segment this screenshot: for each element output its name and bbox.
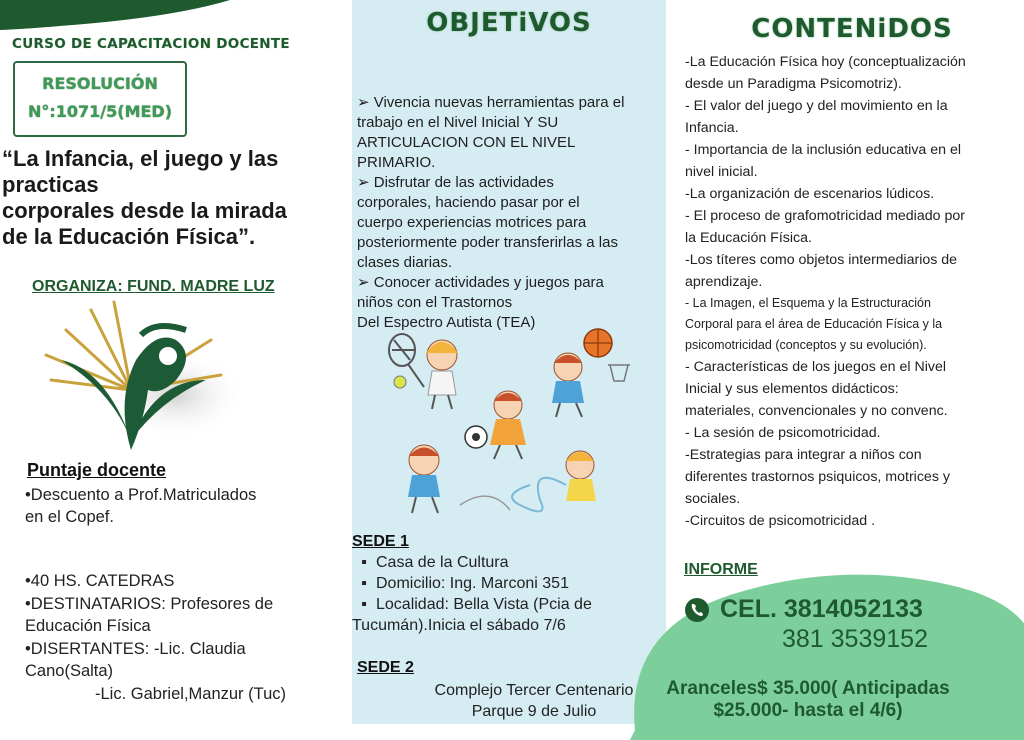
- sede2-line: Complejo Tercer Centenario: [434, 682, 634, 699]
- contenido-line: desde un Paradigma Psicomotriz).: [685, 76, 902, 92]
- objetivo-line: ➢ Vivencia nuevas herramientas para el: [357, 94, 625, 111]
- detail-line: Educación Física: [25, 617, 151, 635]
- objetivos-list: [357, 93, 673, 333]
- aranceles-price: [628, 678, 988, 722]
- quote-line: practicas: [2, 172, 99, 197]
- sede1-title: SEDE 1: [352, 533, 409, 550]
- contenido-line: - Importancia de la inclusión educativa en el: [685, 142, 962, 158]
- objetivo-line: corporales, haciendo pasar por el: [357, 194, 580, 211]
- contenido-line: - El valor del juego y del movimiento en la: [685, 98, 948, 114]
- course-details: [25, 570, 345, 705]
- contenido-line: -Estrategias para integrar a niños con: [685, 447, 922, 463]
- contenido-line: materiales, convencionales y no convenc.: [685, 403, 948, 419]
- objetivo-line: Del Espectro Autista (TEA): [357, 314, 536, 331]
- resolution-box: [13, 61, 187, 137]
- detail-line: •DISERTANTES: -Lic. Claudia: [25, 639, 246, 658]
- resolution-label: RESOLUCIÓN: [42, 74, 158, 93]
- contenido-line: - El proceso de grafomotricidad mediado por: [685, 208, 965, 224]
- puntaje-text: [25, 484, 335, 528]
- sede1-item-text: Localidad: Bella Vista (Pcia de: [376, 596, 592, 613]
- aranceles-line: Aranceles$ 35.000( Anticipadas: [666, 678, 950, 699]
- contenido-line: sociales.: [685, 491, 741, 507]
- contenido-line: -La organización de escenarios lúdicos.: [685, 186, 935, 202]
- informe-label: INFORME: [684, 561, 758, 578]
- contenido-line: -Circuitos de psicomotricidad .: [685, 513, 876, 529]
- contenido-line: aprendizaje.: [685, 274, 763, 290]
- objetivo-line: trabajo en el Nivel Inicial Y SU: [357, 114, 559, 131]
- contenido-line: -La Educación Física hoy (conceptualización: [685, 54, 966, 70]
- contenido-line-small: - La Imagen, el Esquema y la Estructuración: [685, 296, 931, 310]
- objetivo-line: PRIMARIO.: [357, 154, 436, 171]
- phone-number-primary: CEL. 3814052133: [720, 595, 923, 623]
- sede1-list: [352, 552, 662, 636]
- contenidos-title: CONTENiDOS: [751, 14, 953, 44]
- objetivo-line: niños con el Trastornos: [357, 294, 513, 311]
- detail-line: •DESTINATARIOS: Profesores de: [25, 594, 274, 613]
- contenido-line: Infancia.: [685, 120, 739, 136]
- objetivo-line: posteriormente poder transferirlas a las: [357, 234, 618, 251]
- course-title: CURSO DE CAPACITACION DOCENTE: [12, 36, 290, 52]
- resolution-number: N°:1071/5(MED): [27, 102, 173, 121]
- fund-madre-luz-logo-icon: [36, 300, 236, 460]
- sede2-line: Parque 9 de Julio: [471, 703, 597, 720]
- header-swoosh-decoration: [0, 0, 230, 30]
- detail-line-indented: -Lic. Gabriel,Manzur (Tuc): [95, 684, 287, 703]
- detail-line: •40 HS. CATEDRAS: [25, 572, 175, 590]
- objetivo-line: ARTICULACION CON EL NIVEL: [357, 134, 576, 151]
- sede1-item-text: Casa de la Cultura: [376, 554, 509, 571]
- puntaje-title: Puntaje docente: [27, 460, 167, 480]
- sede2-title: SEDE 2: [357, 659, 414, 676]
- sede1-item: ▪ Casa de la Cultura: [361, 554, 509, 571]
- kids-playing-sports-illustration-icon: [380, 325, 640, 525]
- objetivo-line: ➢ Conocer actividades y juegos para: [357, 274, 604, 291]
- objetivos-title: OBJETiVOS: [426, 8, 592, 38]
- puntaje-line: en el Copef.: [25, 508, 114, 526]
- quote-line: de la Educación Física”.: [2, 224, 256, 249]
- puntaje-line: •Descuento a Prof.Matriculados: [25, 486, 257, 504]
- quote-line: “La Infancia, el juego y las: [2, 146, 279, 171]
- objetivo-line: clases diarias.: [357, 254, 453, 271]
- detail-line: Cano(Salta): [25, 662, 114, 680]
- objetivo-line: cuerpo experiencias motrices para: [357, 214, 587, 231]
- contenido-line-small: psicomotricidad (conceptos y su evolución).: [685, 338, 927, 352]
- contenido-line: la Educación Física.: [685, 230, 812, 246]
- contenidos-list: [685, 51, 1001, 532]
- sede1-item: ▪ Domicilio: Ing. Marconi 351: [361, 575, 569, 592]
- organizer-label: ORGANIZA: FUND. MADRE LUZ: [32, 278, 275, 295]
- objetivo-line: ➢ Disfrutar de las actividades: [357, 174, 554, 191]
- contenido-line: nivel inicial.: [685, 164, 758, 180]
- phone-number-secondary: 381 3539152: [782, 625, 928, 653]
- quote-line: corporales desde la mirada: [2, 198, 287, 223]
- course-name-quote: [2, 146, 342, 250]
- sede1-item: ▪ Localidad: Bella Vista (Pcia de: [361, 596, 592, 613]
- sede1-item-text: Domicilio: Ing. Marconi 351: [376, 575, 569, 592]
- contenido-line: Inicial y sus elementos didácticos:: [685, 381, 899, 397]
- contenido-line: - La sesión de psicomotricidad.: [685, 425, 881, 441]
- contenido-line-small: Corporal para el área de Educación Física y la: [685, 317, 943, 331]
- sede1-continuation: Tucumán).Inicia el sábado 7/6: [352, 617, 566, 634]
- aranceles-line: $25.000- hasta el 4/6): [713, 700, 903, 721]
- whatsapp-phone-icon: [684, 597, 710, 623]
- contenido-line: -Los títeres como objetos intermediarios de: [685, 252, 958, 268]
- contenido-line: diferentes trastornos psiquicos, motrices y: [685, 469, 950, 485]
- contenido-line: - Características de los juegos en el Nivel: [685, 359, 947, 375]
